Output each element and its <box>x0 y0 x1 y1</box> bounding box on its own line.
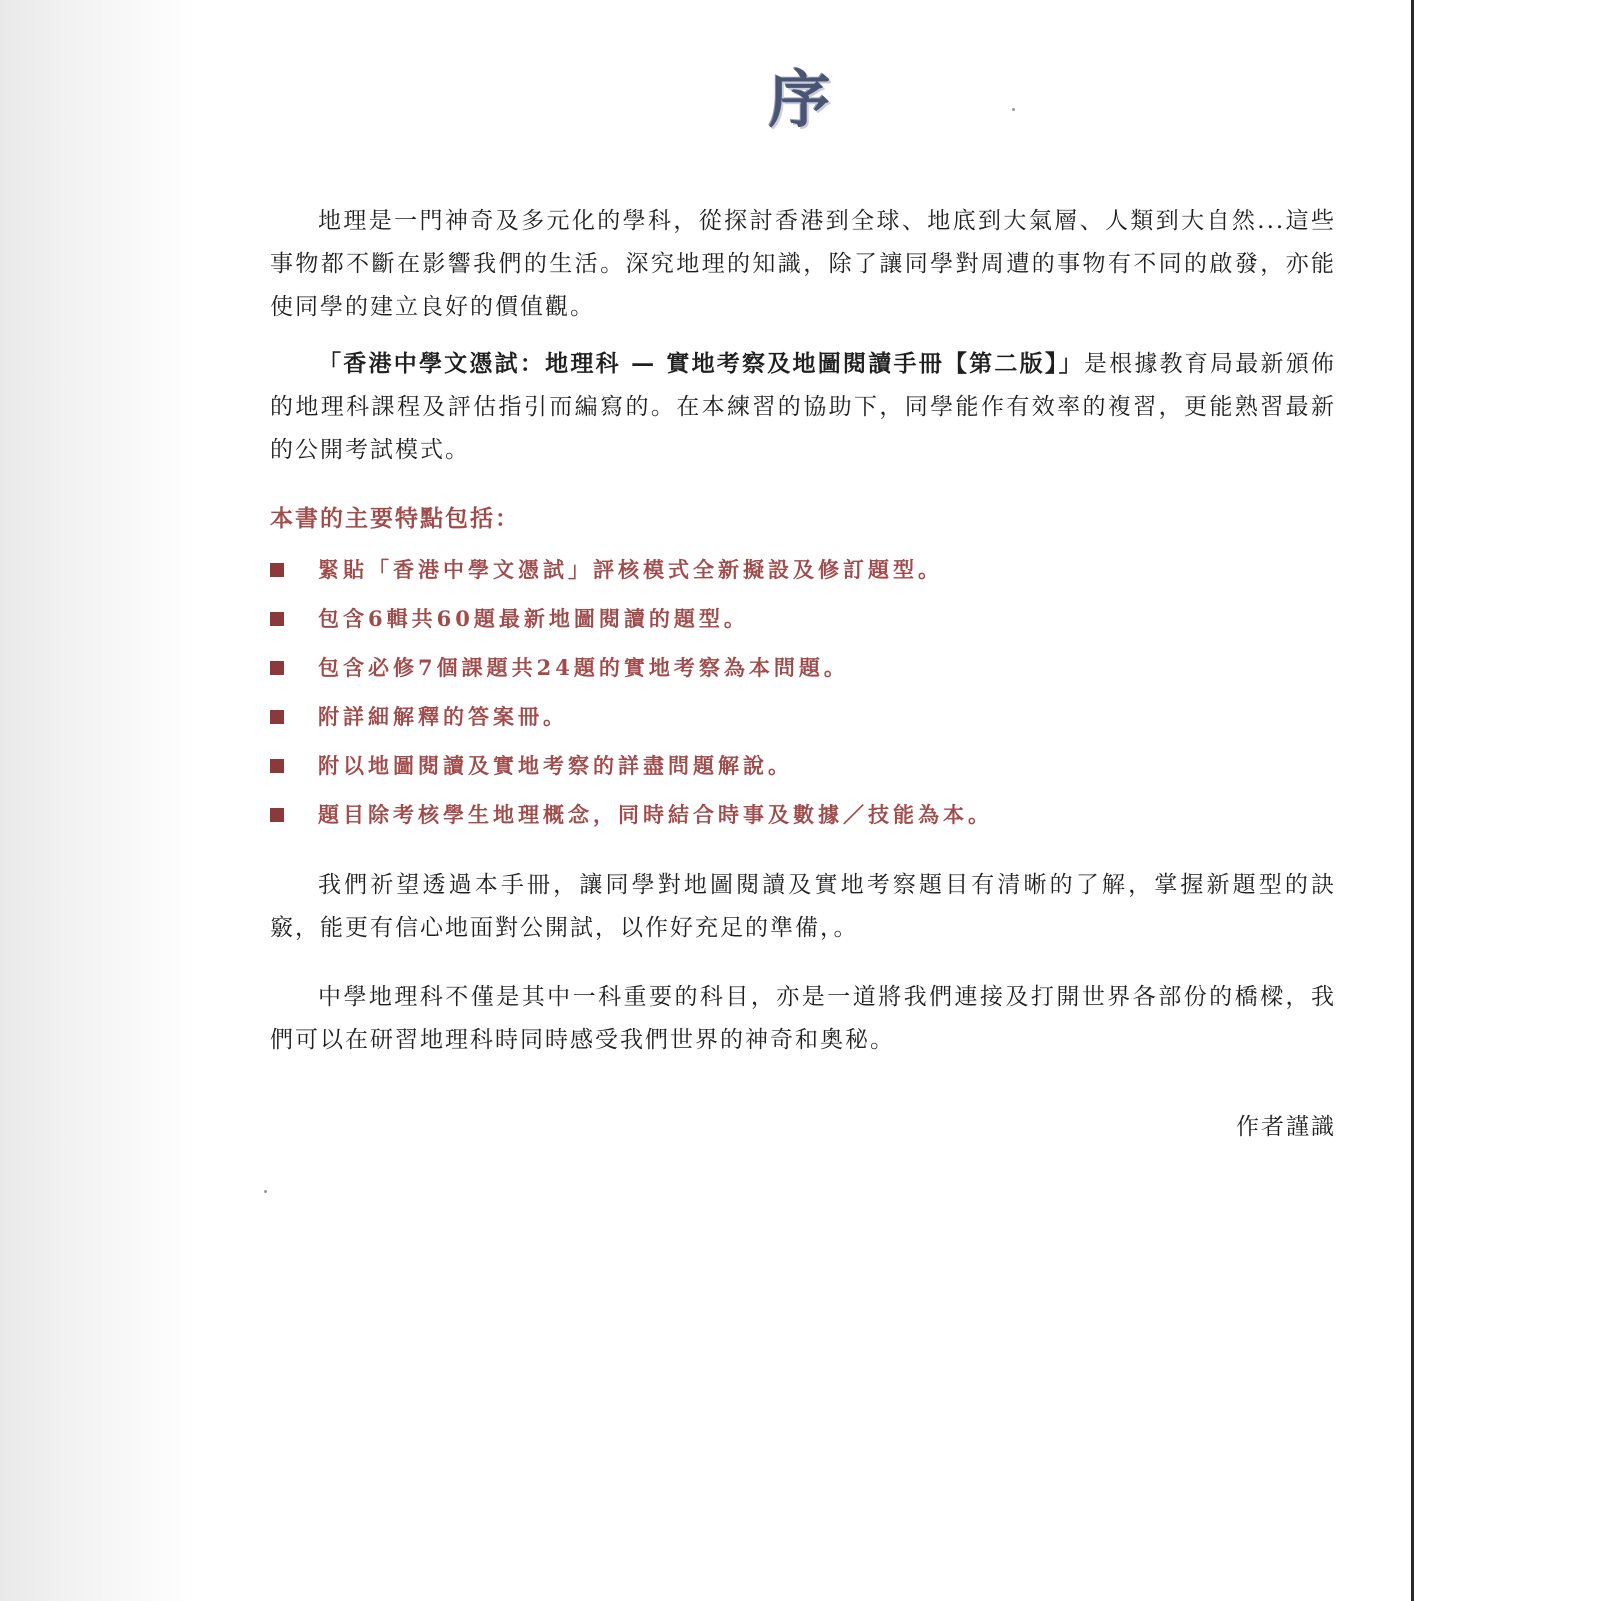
list-item <box>270 703 1336 752</box>
paragraph-intro: 地理是一門神奇及多元化的學科，從探討香港到全球、地底到大氣層、人類到大自然...這些事物都不斷在影響我們的生活。深究地理的知識，除了讓同學對周遭的事物有不同的啟發，亦能使同學的建立良好的價值觀。 <box>270 208 1336 320</box>
feature-text: 附詳細解釋的答案冊。 <box>318 704 568 729</box>
scan-edge-shadow <box>0 0 195 1601</box>
feature-text: 包含必修7個課題共24題的實地考察為本問題。 <box>318 655 849 680</box>
list-item <box>270 801 1336 850</box>
features-heading: 本書的主要特點包括： <box>270 506 520 532</box>
page-title: 序 <box>768 63 833 136</box>
book-title: 「香港中學文憑試：地理科 — 實地考察及地圖閱讀手冊【第二版】」 <box>318 350 1084 377</box>
author-signature: 作者謹識 <box>1236 1114 1336 1140</box>
paragraph-hope: 我們祈望透過本手冊，讓同學對地圖閱讀及實地考察題目有清晰的了解，掌握新題型的訣竅，能更有信心地面對公開試，以作好充足的準備，。 <box>270 872 1336 941</box>
paragraph-closing: 中學地理科不僅是其中一科重要的科目，亦是一道將我們連接及打開世界各部份的橋樑，我們可以在研習地理科時同時感受我們世界的神奇和奧秘。 <box>270 984 1336 1053</box>
features-list <box>270 556 1336 850</box>
square-bullet-icon <box>270 710 284 724</box>
square-bullet-icon <box>270 808 284 822</box>
square-bullet-icon <box>270 563 284 577</box>
feature-text: 包含6輯共60題最新地圖閱讀的題型。 <box>318 606 749 631</box>
feature-text: 附以地圖閱讀及實地考察的詳盡問題解說。 <box>318 753 793 778</box>
feature-text: 緊貼「香港中學文憑試」評核模式全新擬設及修訂題型。 <box>318 557 943 582</box>
square-bullet-icon <box>270 759 284 773</box>
square-bullet-icon <box>270 661 284 675</box>
book-description: 是根據教育局最新頒佈的地理科課程及評估指引而編寫的。在本練習的協助下，同學能作有效率的複習，更能熟習最新的公開考試模式。 <box>270 351 1337 463</box>
list-item <box>270 752 1336 801</box>
list-item <box>270 654 1336 703</box>
feature-text: 題目除考核學生地理概念，同時結合時事及數據／技能為本。 <box>318 802 993 827</box>
scan-speck <box>264 1190 267 1193</box>
list-item <box>270 556 1336 605</box>
binding-margin <box>1414 0 1601 1601</box>
list-item <box>270 605 1336 654</box>
square-bullet-icon <box>270 612 284 626</box>
paragraph-book-description <box>270 342 1336 472</box>
